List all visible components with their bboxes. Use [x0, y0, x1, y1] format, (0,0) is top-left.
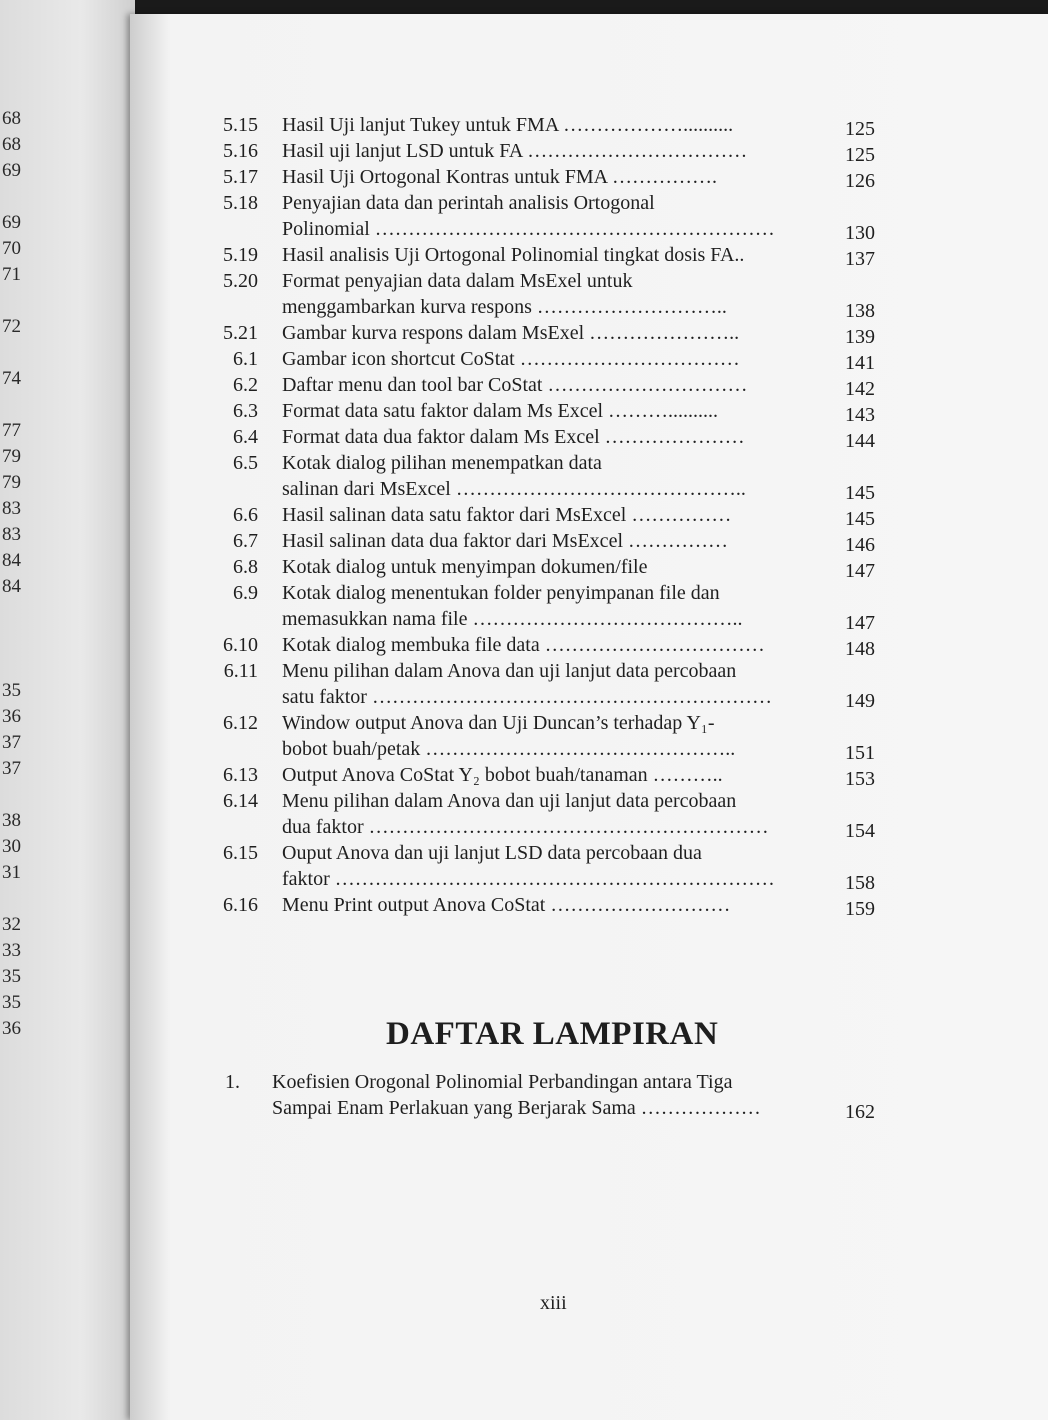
item-title-line: memasukkan nama file …………………………………..	[282, 608, 743, 630]
list-item	[130, 712, 1048, 764]
item-number: 6.7	[233, 530, 258, 552]
facing-page-number: 32	[2, 914, 21, 935]
list-item	[130, 426, 1048, 452]
item-number: 1.	[225, 1071, 240, 1093]
list-item	[130, 270, 1048, 322]
facing-page-number: 35	[2, 992, 21, 1013]
item-page-number: 125	[845, 144, 875, 166]
appendix-heading: DAFTAR LAMPIRAN	[386, 1016, 719, 1052]
item-number: 6.1	[233, 348, 258, 370]
book-page	[130, 14, 1048, 1420]
list-item	[130, 192, 1048, 244]
item-number: 5.17	[223, 166, 258, 188]
facing-page-number: 71	[2, 264, 21, 285]
item-title-line: Kotak dialog menentukan folder penyimpanan file dan	[282, 582, 720, 604]
facing-page-number: 79	[2, 446, 21, 467]
facing-page-number: 36	[2, 706, 21, 727]
item-title-line: Hasil Uji lanjut Tukey untuk FMA ………………..........	[282, 114, 734, 136]
item-title-line: Kotak dialog untuk menyimpan dokumen/file	[282, 556, 648, 578]
item-number: 5.15	[223, 114, 258, 136]
facing-page-number: 31	[2, 862, 21, 883]
item-number: 6.6	[233, 504, 258, 526]
list-item	[130, 790, 1048, 842]
item-title-line: Daftar menu dan tool bar CoStat …………………………	[282, 374, 748, 396]
item-title-line: Format data dua faktor dalam Ms Excel …………………	[282, 426, 745, 448]
facing-page-number: 77	[2, 420, 21, 441]
item-title-line: Kotak dialog pilihan menempatkan data	[282, 452, 602, 474]
facing-page-number: 72	[2, 316, 21, 337]
item-title-line: Window output Anova dan Uji Duncan’s terhadap Y₁-	[282, 712, 715, 734]
facing-page-number: 69	[2, 160, 21, 181]
facing-page-number: 35	[2, 680, 21, 701]
item-page-number: 149	[845, 690, 875, 712]
item-number: 5.19	[223, 244, 258, 266]
list-item	[130, 1071, 1048, 1123]
list-item	[130, 374, 1048, 400]
facing-page-number: 35	[2, 966, 21, 987]
item-title-line: menggambarkan kurva respons ………………………..	[282, 296, 727, 318]
item-title-line: satu faktor ……………………………………………………	[282, 686, 772, 708]
list-item	[130, 452, 1048, 504]
facing-page-number: 68	[2, 108, 21, 129]
list-item	[130, 582, 1048, 634]
list-item	[130, 842, 1048, 894]
facing-page-number: 84	[2, 576, 21, 597]
item-title-line: Penyajian data dan perintah analisis Ortogonal	[282, 192, 655, 214]
item-title-line: Menu Print output Anova CoStat ………………………	[282, 894, 731, 916]
item-page-number: 158	[845, 872, 875, 894]
item-title-line: Sampai Enam Perlakuan yang Berjarak Sama ………………	[272, 1097, 761, 1119]
item-title-line: salinan dari MsExcel ……………………………………..	[282, 478, 746, 500]
list-item	[130, 400, 1048, 426]
item-page-number: 145	[845, 482, 875, 504]
item-page-number: 144	[845, 430, 875, 452]
adjacent-page-edge	[0, 0, 135, 1420]
item-page-number: 145	[845, 508, 875, 530]
item-number: 6.8	[233, 556, 258, 578]
facing-page-number: 70	[2, 238, 21, 259]
item-number: 6.13	[223, 764, 258, 786]
item-number: 6.16	[223, 894, 258, 916]
item-number: 6.15	[223, 842, 258, 864]
facing-page-number: 36	[2, 1018, 21, 1039]
facing-page-number: 68	[2, 134, 21, 155]
item-title-line: Hasil salinan data dua faktor dari MsExcel ……………	[282, 530, 728, 552]
item-number: 6.12	[223, 712, 258, 734]
item-title-line: Koefisien Orogonal Polinomial Perbandingan antara Tiga	[272, 1071, 733, 1093]
item-number: 5.16	[223, 140, 258, 162]
facing-page-number: 33	[2, 940, 21, 961]
facing-page-number: 84	[2, 550, 21, 571]
facing-page-number: 83	[2, 498, 21, 519]
item-page-number: 159	[845, 898, 875, 920]
list-item	[130, 894, 1048, 920]
item-title-line: Output Anova CoStat Y₂ bobot buah/tanaman ………..	[282, 764, 723, 786]
facing-page-number: 37	[2, 732, 21, 753]
item-page-number: 139	[845, 326, 875, 348]
facing-page-number: 30	[2, 836, 21, 857]
item-title-line: Gambar kurva respons dalam MsExel …………………..	[282, 322, 740, 344]
list-item	[130, 504, 1048, 530]
facing-page-number: 79	[2, 472, 21, 493]
item-page-number: 142	[845, 378, 875, 400]
item-number: 6.10	[223, 634, 258, 656]
item-title-line: Menu pilihan dalam Anova dan uji lanjut data percobaan	[282, 790, 737, 812]
item-page-number: 146	[845, 534, 875, 556]
item-number: 6.9	[233, 582, 258, 604]
item-page-number: 151	[845, 742, 875, 764]
item-page-number: 125	[845, 118, 875, 140]
item-page-number: 153	[845, 768, 875, 790]
item-title-line: faktor …………………………………………………………	[282, 868, 775, 890]
item-number: 5.20	[223, 270, 258, 292]
item-page-number: 141	[845, 352, 875, 374]
item-title-line: dua faktor ……………………………………………………	[282, 816, 769, 838]
item-title-line: Hasil salinan data satu faktor dari MsExcel ……………	[282, 504, 732, 526]
item-title-line: Polinomial ……………………………………………………	[282, 218, 775, 240]
list-item	[130, 322, 1048, 348]
item-number: 6.4	[233, 426, 258, 448]
item-title-line: Hasil Uji Ortogonal Kontras untuk FMA …………….	[282, 166, 717, 188]
facing-page-number: 74	[2, 368, 21, 389]
item-page-number: 143	[845, 404, 875, 426]
list-item	[130, 244, 1048, 270]
item-page-number: 162	[845, 1101, 875, 1123]
item-number: 5.21	[223, 322, 258, 344]
item-page-number: 126	[845, 170, 875, 192]
facing-page-number: 37	[2, 758, 21, 779]
facing-page-number: 38	[2, 810, 21, 831]
list-item	[130, 114, 1048, 140]
item-title-line: Hasil uji lanjut LSD untuk FA ……………………………	[282, 140, 748, 162]
item-number: 6.11	[223, 660, 258, 682]
list-item	[130, 348, 1048, 374]
facing-page-number: 69	[2, 212, 21, 233]
item-title-line: Format data satu faktor dalam Ms Excel ………..........	[282, 400, 719, 422]
item-title-line: Menu pilihan dalam Anova dan uji lanjut data percobaan	[282, 660, 737, 682]
item-title-line: bobot buah/petak ………………………………………..	[282, 738, 736, 760]
item-page-number: 138	[845, 300, 875, 322]
item-title-line: Ouput Anova dan uji lanjut LSD data percobaan dua	[282, 842, 702, 864]
list-item	[130, 556, 1048, 582]
item-title-line: Gambar icon shortcut CoStat ……………………………	[282, 348, 740, 370]
item-number: 6.14	[223, 790, 258, 812]
item-number: 6.5	[233, 452, 258, 474]
page-number-footer: xiii	[540, 1292, 567, 1314]
item-page-number: 148	[845, 638, 875, 660]
list-item	[130, 764, 1048, 790]
item-page-number: 137	[845, 248, 875, 270]
list-item	[130, 140, 1048, 166]
item-number: 5.18	[223, 192, 258, 214]
list-item	[130, 660, 1048, 712]
item-page-number: 147	[845, 612, 875, 634]
item-title-line: Format penyajian data dalam MsExel untuk	[282, 270, 633, 292]
item-title-line: Hasil analisis Uji Ortogonal Polinomial tingkat dosis FA..	[282, 244, 745, 266]
item-page-number: 130	[845, 222, 875, 244]
item-number: 6.3	[233, 400, 258, 422]
list-item	[130, 530, 1048, 556]
list-item	[130, 166, 1048, 192]
item-number: 6.2	[233, 374, 258, 396]
item-page-number: 147	[845, 560, 875, 582]
item-page-number: 154	[845, 820, 875, 842]
facing-page-number: 83	[2, 524, 21, 545]
list-item	[130, 634, 1048, 660]
item-title-line: Kotak dialog membuka file data ……………………………	[282, 634, 765, 656]
